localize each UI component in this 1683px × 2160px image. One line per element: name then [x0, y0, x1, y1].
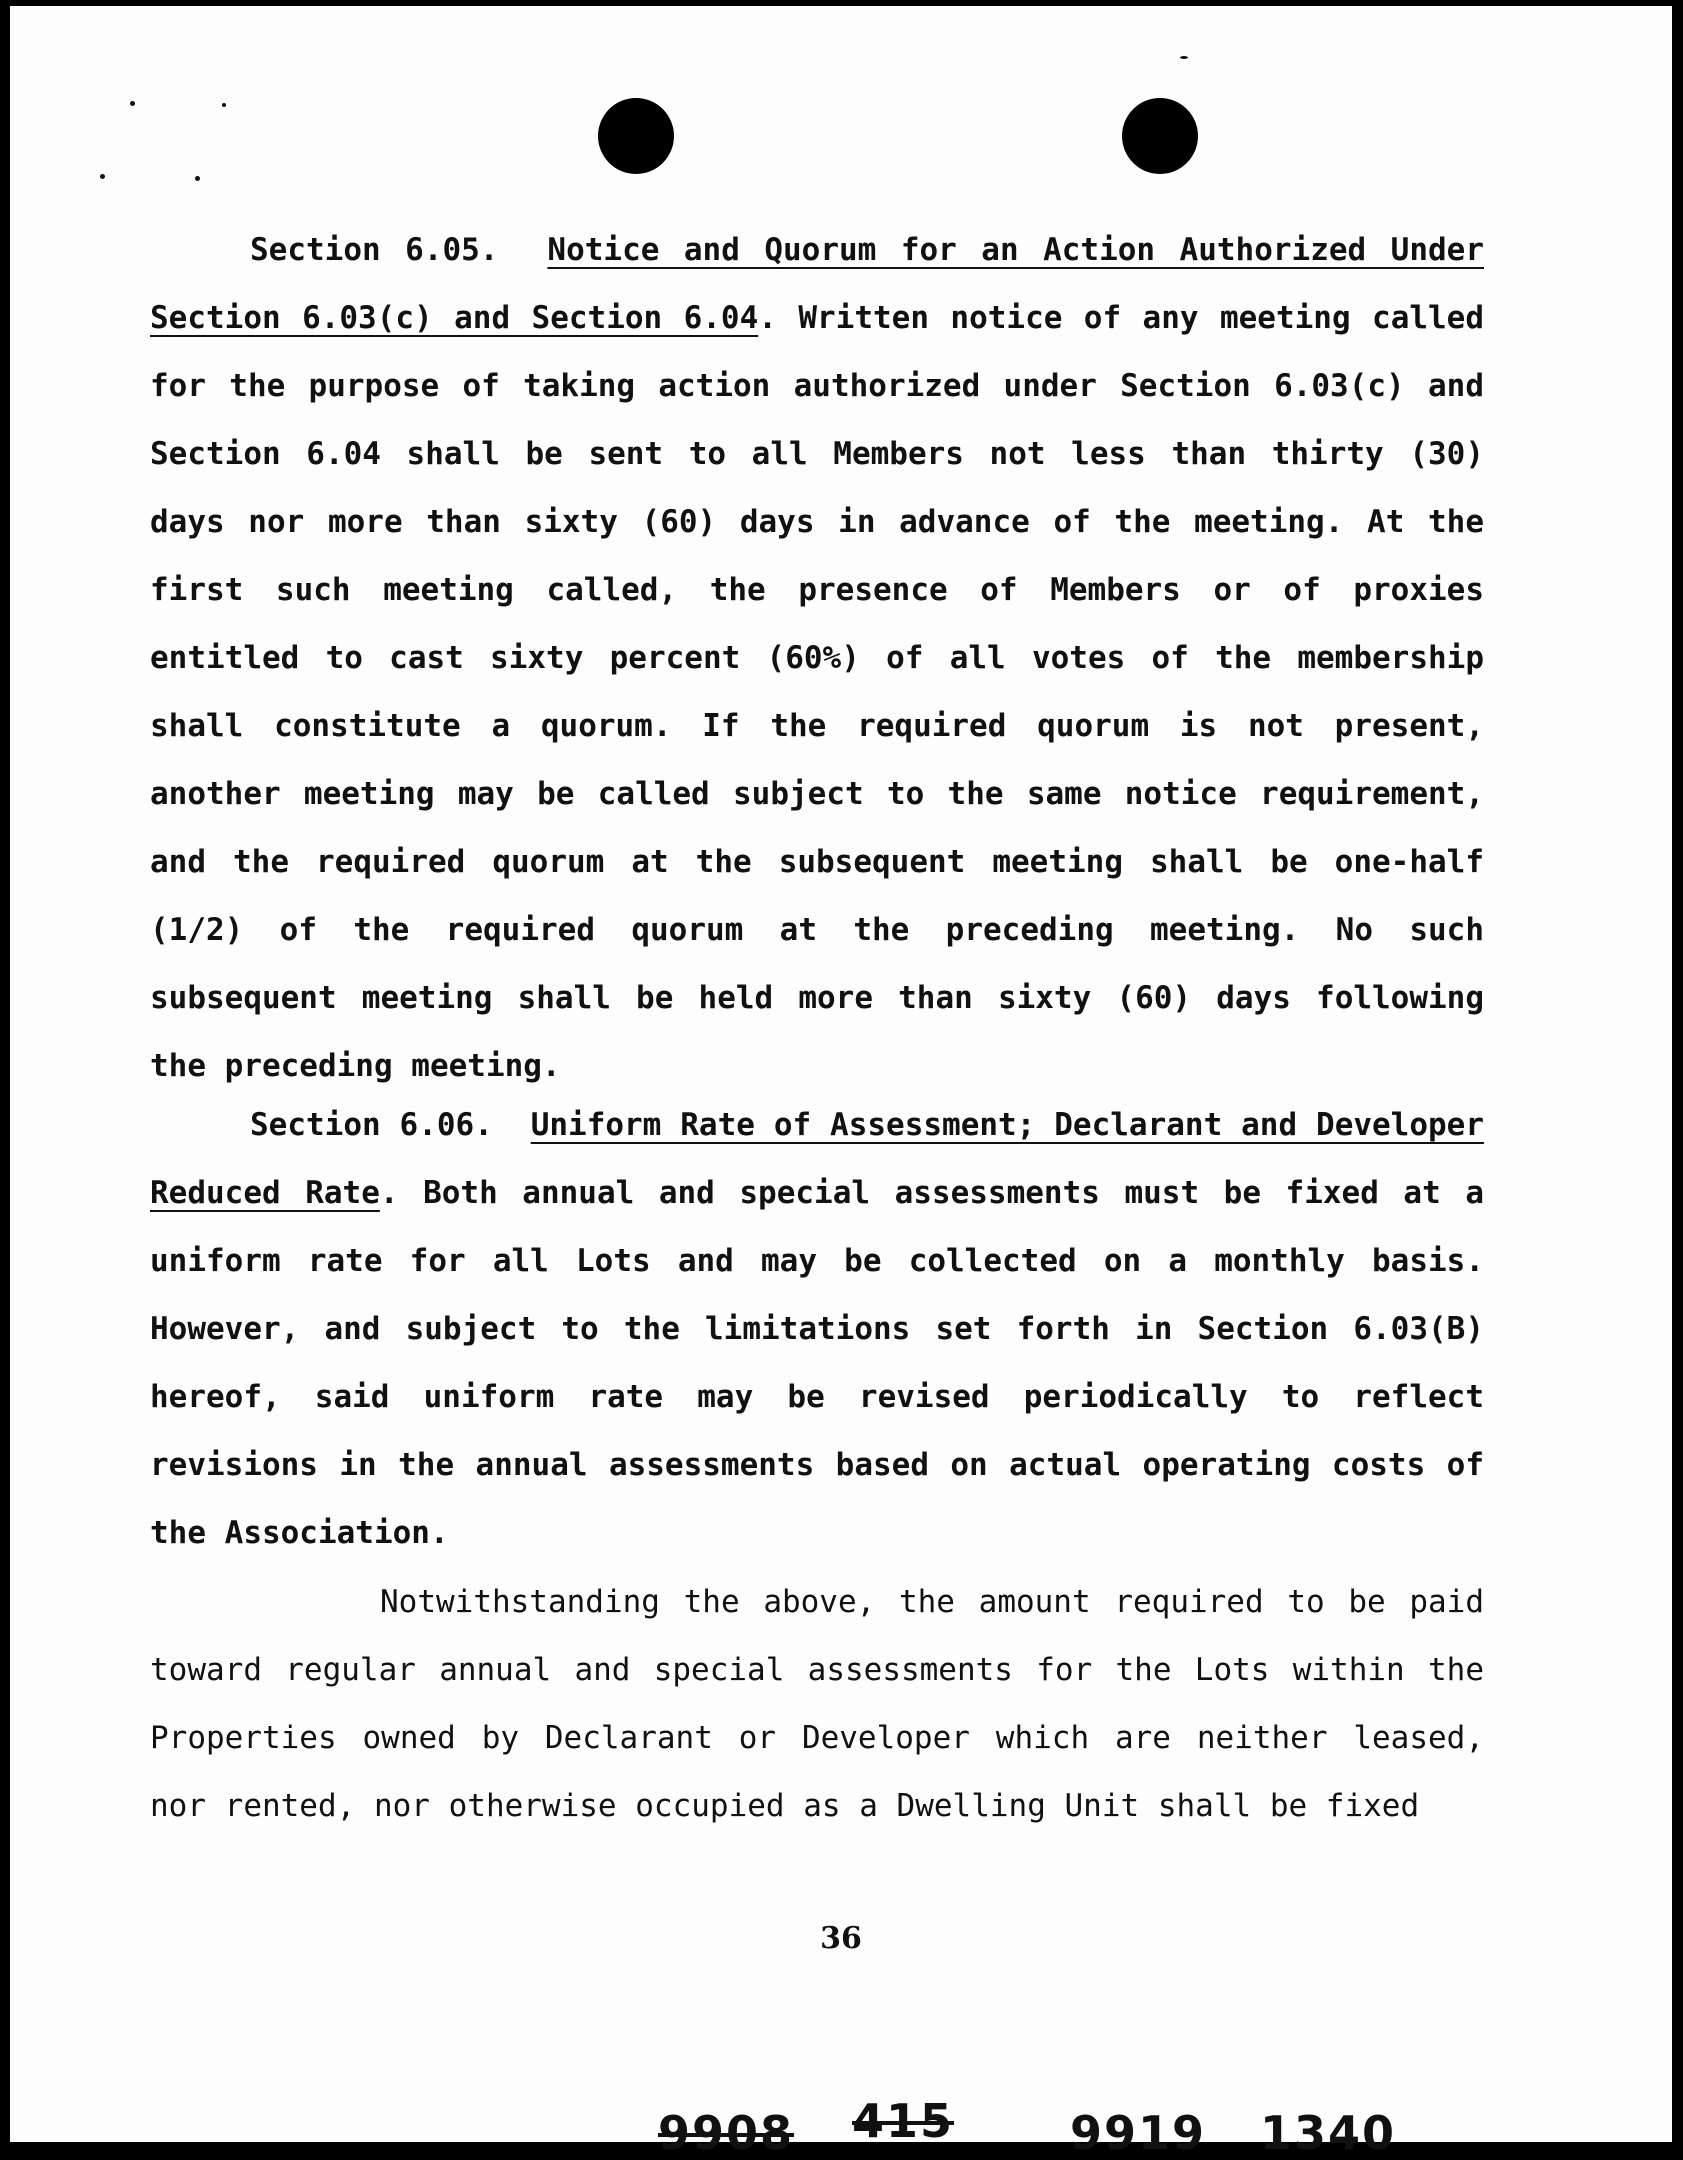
scan-speck [100, 174, 105, 179]
punch-hole-left [598, 98, 674, 174]
section-6-05-heading: Section 6.05. [250, 232, 499, 268]
scan-speck [130, 101, 135, 106]
scan-speck [1180, 56, 1188, 59]
page-number: 36 [820, 1921, 862, 1956]
struck-book-number: 9908 [658, 2106, 795, 2160]
section-6-06-heading: Section 6.06. [250, 1107, 493, 1143]
document-page [10, 6, 1672, 2160]
punch-hole-right [1122, 98, 1198, 174]
section-6-05-title: Notice and Quorum for an Action Authorized Under Section 6.03(c) and Section 6.04 [150, 232, 1484, 336]
section-6-06-paragraph [150, 1091, 1484, 1567]
notwithstanding-text: Notwithstanding the above, the amount required to be paid toward regular annual and special assessments for the Lots within the Properties owned by Declarant or Developer which are neither leased, nor rented, nor otherwise occupied as a Dwelling Unit shall be fixed [150, 1584, 1484, 1824]
section-6-06-body: . Both annual and special assessments must be fixed at a uniform rate for all Lots and may be collected on a monthly basis. However, and subject to the limitations set forth in Section 6.03(B) hereof, said uniform rate may be revised periodically to reflect revisions in the annual assessments based on actual operating costs of the Association. [150, 1175, 1484, 1551]
section-6-05-paragraph [150, 216, 1484, 1100]
book-number: 9919 [1070, 2106, 1207, 2160]
page-reference: 1340 [1260, 2106, 1397, 2160]
scan-speck [222, 103, 226, 107]
struck-page-number: 415 [852, 2094, 955, 2148]
scan-speck [195, 176, 200, 181]
section-6-05-body: . Written notice of any meeting called for the purpose of taking action authorized under Section 6.03(c) and Section 6.04 shall be sent to all Members not less than thirty (30) days nor more than sixty (60) days in advance of the meeting. At the first such meeting called, the presence of Members or of proxies entitled to cast sixty percent (60%) of all votes of the membership shall constitute a quorum. If the required quorum is not present, another meeting may be called subject to the same notice requirement, and the required quorum at the subsequent meeting shall be one-half (1/2) of the required quorum at the preceding meeting. No such subsequent meeting shall be held more than sixty (60) days following the preceding meeting. [150, 300, 1485, 1084]
notwithstanding-paragraph [150, 1568, 1484, 1840]
section-6-06-title: Uniform Rate of Assessment; Declarant and Developer Reduced Rate [150, 1107, 1485, 1211]
